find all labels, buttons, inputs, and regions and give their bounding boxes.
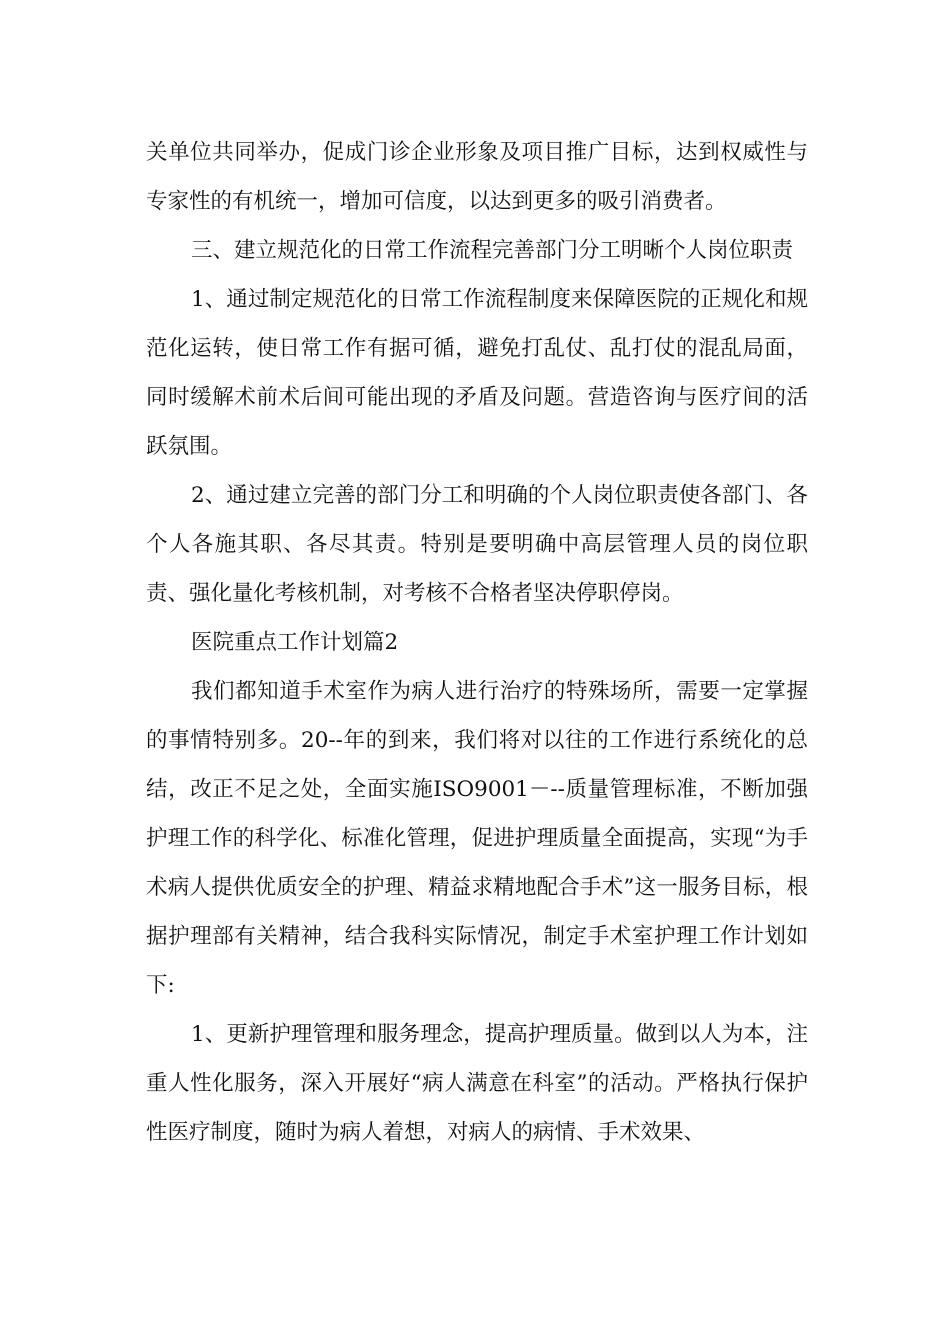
document-body bbox=[146, 128, 808, 1157]
paragraph-item-1: 1、通过制定规范化的日常工作流程制度来保障医院的正规化和规范化运转，使日常工作有据可循，避免打乱仗、乱打仗的混乱局面，同时缓解术前术后间可能出现的矛盾及问题。营造咨询与医疗间的活跃氛围。 bbox=[146, 287, 808, 459]
paragraph-item-2: 2、通过建立完善的部门分工和明确的个人岗位职责使各部门、各个人各施其职、各尽其责。特别是要明确中高层管理人员的岗位职责、强化量化考核机制，对考核不合格者坚决停职停岗。 bbox=[146, 483, 808, 606]
chapter-title: 医院重点工作计划篇2 bbox=[191, 630, 399, 655]
paragraph-continuation: 关单位共同举办，促成门诊企业形象及项目推广目标，达到权威性与专家性的有机统一，增加可信度，以达到更多的吸引消费者。 bbox=[146, 140, 808, 214]
paragraph-plan-item-1: 1、更新护理管理和服务理念，提高护理质量。做到以人为本，注重人性化服务，深入开展好“病人满意在科室”的活动。严格执行保护性医疗制度，随时为病人着想，对病人的病情、手术效果、 bbox=[146, 1022, 808, 1145]
paragraph-intro: 我们都知道手术室作为病人进行治疗的特殊场所，需要一定掌握的事情特别多。20--年的到来，我们将对以往的工作进行系统化的总结，改正不足之处，全面实施ISO9001－--质量管理标准，不断加强护理工作的科学化、标准化管理，促进护理质量全面提高，实现“为手术病人提供优质安全的护理、精益求精地配合手术”这一服务目标，根据护理部有关精神，结合我科实际情况，制定手术室护理工作计划如下: bbox=[146, 679, 808, 998]
section-heading-three: 三、建立规范化的日常工作流程完善部门分工明晰个人岗位职责 bbox=[191, 238, 794, 263]
